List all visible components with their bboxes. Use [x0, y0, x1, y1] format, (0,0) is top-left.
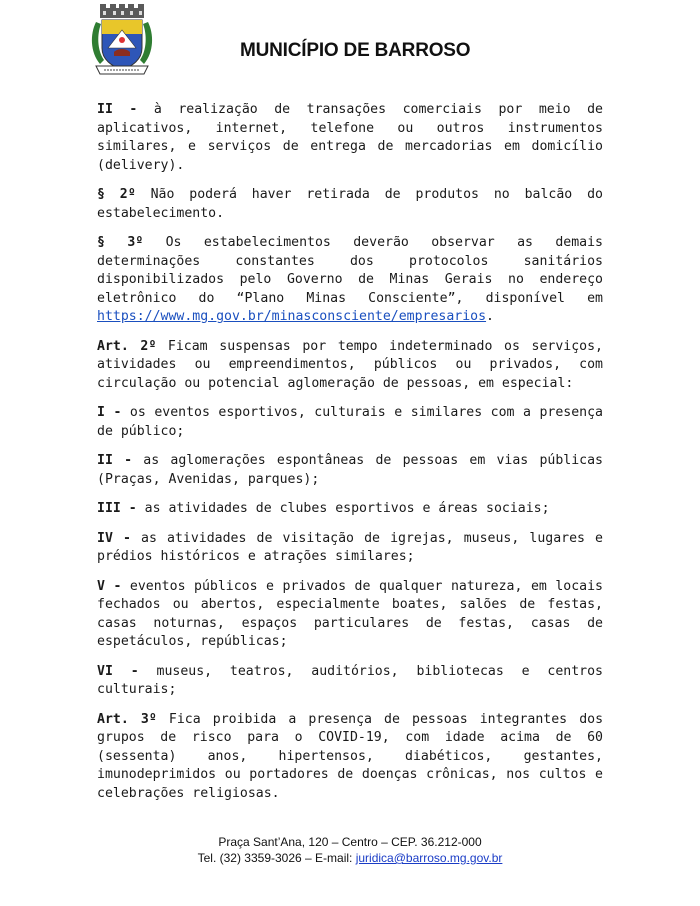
paragraph-label: VI - — [97, 663, 139, 679]
paragraph-text: museus, teatros, auditórios, bibliotecas e centros culturais; — [97, 663, 603, 697]
paragraph-text: Os estabelecimentos deverão observar as demais determinações constantes dos protocolos sanitários disponibilizados pelo Governo de Minas Gerais no endereço eletrônico do “Plano Minas Consciente”, disponível em — [97, 235, 603, 306]
paragraph-label: I - — [97, 405, 122, 420]
document-body — [97, 101, 603, 814]
paragraph — [97, 500, 603, 519]
paragraph-label: II - — [97, 102, 138, 117]
paragraph — [97, 338, 603, 394]
coat-of-arms-icon — [88, 4, 156, 80]
paragraph-label: § 2º — [97, 187, 136, 202]
paragraph-text-end: . — [486, 309, 494, 324]
paragraph — [97, 530, 603, 567]
municipality-title: MUNICÍPIO DE BARROSO — [240, 40, 471, 61]
paragraph-label: IV - — [97, 530, 131, 546]
paragraph-label: III - — [97, 501, 137, 516]
email-link[interactable]: juridica@barroso.mg.gov.br — [355, 851, 503, 865]
paragraph-label: Art. 3º — [97, 711, 157, 727]
footer-address: Praça Sant’Ana, 120 – Centro – CEP. 36.212-000 — [218, 835, 482, 849]
paragraph-text: eventos públicos e privados de qualquer natureza, em locais fechados ou abertos, especialmente boates, salões de festas, casas noturnas, espaços particulares de festas, casas de espetáculos, repúblicas; — [97, 578, 603, 649]
footer-phone: Tel. (32) 3359-3026 – E-mail: — [197, 851, 356, 865]
paragraph-text: as atividades de clubes esportivos e áreas sociais; — [136, 501, 550, 516]
paragraph — [97, 234, 603, 327]
minas-consciente-link[interactable]: https://www.mg.gov.br/minasconsciente/empresarios — [97, 309, 487, 324]
paragraph-text: as aglomerações espontâneas de pessoas em vias públicas (Praças, Avenidas, parques); — [97, 453, 603, 487]
paragraph — [97, 101, 603, 175]
paragraph-text: os eventos esportivos, culturais e similares com a presença de público; — [97, 405, 603, 439]
paragraph — [97, 452, 603, 489]
paragraph-text: as atividades de visitação de igrejas, museus, lugares e prédios históricos e atrações similares; — [97, 530, 603, 564]
paragraph — [97, 663, 603, 700]
paragraph-text: Não poderá haver retirada de produtos no balcão do estabelecimento. — [97, 187, 604, 221]
paragraph-text: Fica proibida a presença de pessoas integrantes dos grupos de risco para o COVID-19, com idade acima de 60 (sessenta) anos, hipertensos, diabéticos, gestantes, imunodeprimidos ou portadores de doenças crônicas, nos cultos e celebrações religiosas. — [97, 711, 604, 801]
paragraph — [97, 578, 603, 652]
paragraph-label: V - — [97, 578, 122, 594]
paragraph-label: Art. 2º — [97, 338, 157, 354]
paragraph — [97, 404, 603, 441]
paragraph-text: à realização de transações comerciais por meio de aplicativos, internet, telefone ou outros instrumentos similares, e serviços de entrega de mercadorias em domicílio (delivery). — [97, 102, 603, 173]
paragraph — [97, 186, 603, 223]
paragraph-label: II - — [97, 453, 133, 468]
footer — [0, 834, 700, 866]
paragraph-label: § 3º — [97, 235, 144, 250]
paragraph-text: Ficam suspensas por tempo indeterminado os serviços, atividades ou empreendimentos, públicos ou privados, com circulação ou potencial aglomeração de pessoas, em especial: — [97, 338, 603, 391]
paragraph — [97, 711, 603, 804]
footer-contact — [0, 850, 700, 866]
